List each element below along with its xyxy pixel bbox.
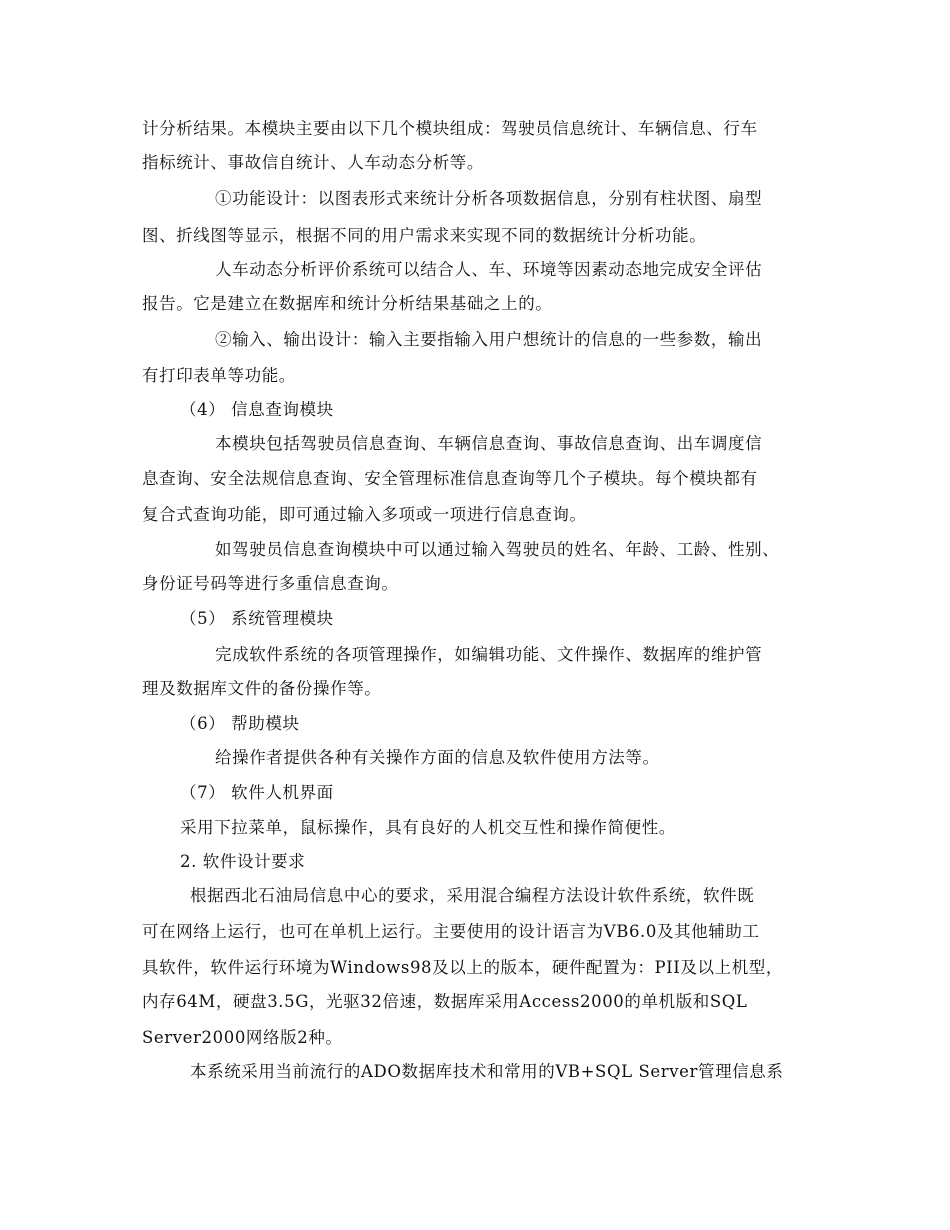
text-line-23: 根据西北石油局信息中心的要求，采用混合编程方法设计软件系统，软件既 [190,886,755,905]
text-line-10: 本模块包括驾驶员信息查询、车辆信息查询、事故信息查询、出车调度信 [215,434,763,453]
section-heading-6: （6） 帮助模块 [180,714,300,733]
text-line-5: 人车动态分析评价系统可以结合人、车、环境等因素动态地完成安全评估 [215,260,763,279]
text-line-17: 理及数据库文件的备份操作等。 [142,679,382,698]
text-line-25: 具软件，软件运行环境为Windows98及以上的版本，硬件配置为：PII及以上机型， [142,958,783,977]
text-line-4: 图、折线图等显示，根据不同的用户需求来实现不同的数据统计分析功能。 [142,226,707,245]
text-line-24: 可在网络上运行，也可在单机上运行。主要使用的设计语言为VB6.0及其他辅助工 [142,922,760,941]
text-line-28: 本系统采用当前流行的ADO数据库技术和常用的VB+SQL Server管理信息系 [190,1062,784,1081]
text-line-13: 如驾驶员信息查询模块中可以通过输入驾驶员的姓名、年龄、工龄、性别、 [215,540,780,559]
section-heading-4: （4） 信息查询模块 [180,400,334,419]
text-line-3: ①功能设计：以图表形式来统计分析各项数据信息，分别有柱状图、扇型 [215,189,763,208]
text-line-26: 内存64M，硬盘3.5G，光驱32倍速，数据库采用Access2000的单机版和SQL [142,992,748,1011]
text-line-16: 完成软件系统的各项管理操作，如编辑功能、文件操作、数据库的维护管 [215,645,763,664]
text-line-14: 身份证号码等进行多重信息查询。 [142,574,399,593]
text-line-2: 指标统计、事故信自统计、人车动态分析等。 [142,153,484,172]
section-heading-5: （5） 系统管理模块 [180,609,334,628]
section-heading-2: 2. 软件设计要求 [180,852,306,871]
text-line-27: Server2000网络版2种。 [142,1028,343,1047]
text-line-11: 息查询、安全法规信息查询、安全管理标准信息查询等几个子模块。每个模块都有 [142,469,758,488]
text-line-12: 复合式查询功能，即可通过输入多项或一项进行信息查询。 [142,505,587,524]
text-line-6: 报告。它是建立在数据库和统计分析结果基础之上的。 [142,294,553,313]
text-line-7: ②输入、输出设计：输入主要指输入用户想统计的信息的一些参数，输出 [215,330,763,349]
text-line-19: 给操作者提供各种有关操作方面的信息及软件使用方法等。 [215,748,660,767]
text-line-21: 采用下拉菜单，鼠标操作，具有良好的人机交互性和操作简便性。 [180,818,676,837]
section-heading-7: （7） 软件人机界面 [180,783,334,802]
text-line-8: 有打印表单等功能。 [142,366,296,385]
text-line-1: 计分析结果。本模块主要由以下几个模块组成：驾驶员信息统计、车辆信息、行车 [142,119,758,138]
